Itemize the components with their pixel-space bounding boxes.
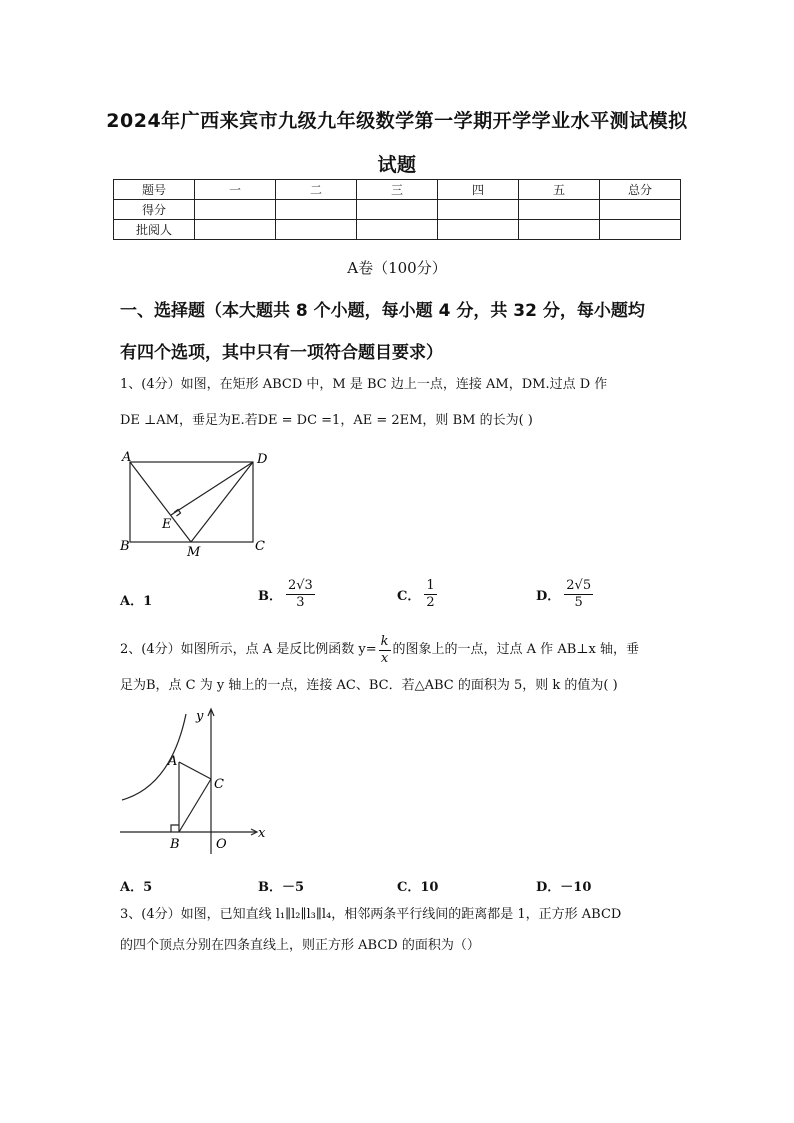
- fraction-denominator: 2: [426, 595, 435, 610]
- score-table-cell: [600, 220, 681, 240]
- score-table-cell: 得分: [114, 200, 195, 220]
- q1-option-c[interactable]: [397, 578, 437, 611]
- score-table-cell: [519, 220, 600, 240]
- q2-text-part2: 的图象上的一点，过点 A 作 AB⊥x 轴，垂: [392, 642, 639, 657]
- score-table-header: 题号: [114, 180, 195, 200]
- score-table-row: [114, 200, 681, 220]
- q3-text-line1: 3、(4分）如图，已知直线 l₁∥l₂∥l₃∥l₄，相邻两条平行线间的距离都是 1，正方形 ABCD: [120, 907, 622, 922]
- score-table-header: 四: [438, 180, 519, 200]
- score-table-cell: [276, 220, 357, 240]
- fraction-denominator: 3: [296, 595, 305, 610]
- fraction: [286, 578, 315, 611]
- q1-rectangle-figure: [112, 446, 282, 558]
- right-angle-mark: [171, 825, 179, 832]
- label-o: O: [216, 837, 227, 852]
- fraction: [424, 578, 436, 611]
- fraction-denominator: 5: [574, 595, 583, 610]
- score-table-header: 一: [195, 180, 276, 200]
- score-table-cell: [195, 200, 276, 220]
- label-b: B: [120, 539, 130, 554]
- paper-title-line2: 试题: [377, 154, 417, 176]
- score-table-header: 总分: [600, 180, 681, 200]
- fraction-k-over-x: [379, 634, 391, 667]
- q3-text-line2: 的四个顶点分别在四条直线上，则正方形 ABCD 的面积为（）: [120, 938, 480, 953]
- segment-de: [171, 462, 253, 515]
- segment-am: [130, 462, 191, 542]
- score-table-cell: [357, 220, 438, 240]
- score-table-cell: [438, 220, 519, 240]
- score-table-cell: [438, 200, 519, 220]
- fraction-denominator: x: [380, 650, 389, 666]
- fraction-numerator: 2√5: [566, 578, 592, 593]
- label-a: A: [168, 754, 178, 769]
- score-table-cell: [195, 220, 276, 240]
- q1-text-line2: DE ⊥AM，垂足为E.若DE = DC =1，AE = 2EM，则 BM 的长为( ): [120, 413, 533, 428]
- score-table-cell: [276, 200, 357, 220]
- label-c: C: [214, 777, 224, 792]
- section-a-heading: A卷（100分）: [347, 259, 447, 277]
- segment-ac: [179, 762, 211, 779]
- q1-text-line1: 1、(4分）如图，在矩形 ABCD 中，M 是 BC 边上一点，连接 AM，DM.过点 D 作: [120, 377, 608, 392]
- score-table-header: 三: [357, 180, 438, 200]
- q1-option-b[interactable]: [258, 578, 315, 611]
- q2-option-d[interactable]: D．－10: [536, 880, 592, 895]
- fraction-numerator: 2√3: [288, 578, 313, 593]
- fraction: [564, 578, 593, 611]
- score-table: [113, 179, 681, 240]
- label-y: y: [196, 709, 204, 724]
- section-one-heading-line2: 有四个选项，其中只有一项符合题目要求）: [120, 343, 443, 363]
- label-d: D: [257, 452, 268, 467]
- score-table-header-row: [114, 180, 681, 200]
- paper-title-line1: 2024年广西来宾市九级九年级数学第一学期开学学业水平测试模拟: [106, 110, 688, 132]
- q2-option-a[interactable]: A．5: [120, 880, 153, 895]
- label-b: B: [170, 837, 180, 852]
- label-e: E: [162, 517, 172, 532]
- section-one-heading-line1: 一、选择题（本大题共 8 个小题，每小题 4 分，共 32 分，每小题均: [120, 301, 645, 321]
- score-table-cell: [357, 200, 438, 220]
- label-c: C: [255, 539, 265, 554]
- option-label: B．: [258, 589, 282, 604]
- q2-coordinate-figure: [116, 704, 276, 862]
- option-label: C．: [397, 589, 421, 604]
- score-table-header: 五: [519, 180, 600, 200]
- label-m: M: [187, 545, 201, 558]
- fraction-numerator: 1: [426, 578, 435, 593]
- q2-text-line2: 足为B，点 C 为 y 轴上的一点，连接 AC、BC．若△ABC 的面积为 5，则 k 的值为( ): [120, 678, 618, 693]
- q1-option-d[interactable]: [536, 578, 593, 611]
- q2-option-c[interactable]: C．10: [397, 880, 439, 895]
- q2-text-line1: [120, 632, 639, 669]
- fraction-numerator: k: [380, 633, 389, 649]
- score-table-cell: [519, 200, 600, 220]
- segment-bc: [179, 779, 211, 832]
- q2-option-b[interactable]: B．－5: [258, 880, 305, 895]
- score-table-cell: [600, 200, 681, 220]
- option-label: D．: [536, 589, 561, 604]
- score-table-header: 二: [276, 180, 357, 200]
- q2-text-part1: 2、(4分）如图所示，点 A 是反比例函数 y=: [120, 642, 377, 657]
- score-table-row: [114, 220, 681, 240]
- label-a: A: [122, 450, 132, 465]
- score-table-cell: 批阅人: [114, 220, 195, 240]
- segment-dm: [191, 462, 253, 542]
- q1-option-a[interactable]: A．1: [120, 594, 153, 609]
- label-x: x: [258, 826, 266, 841]
